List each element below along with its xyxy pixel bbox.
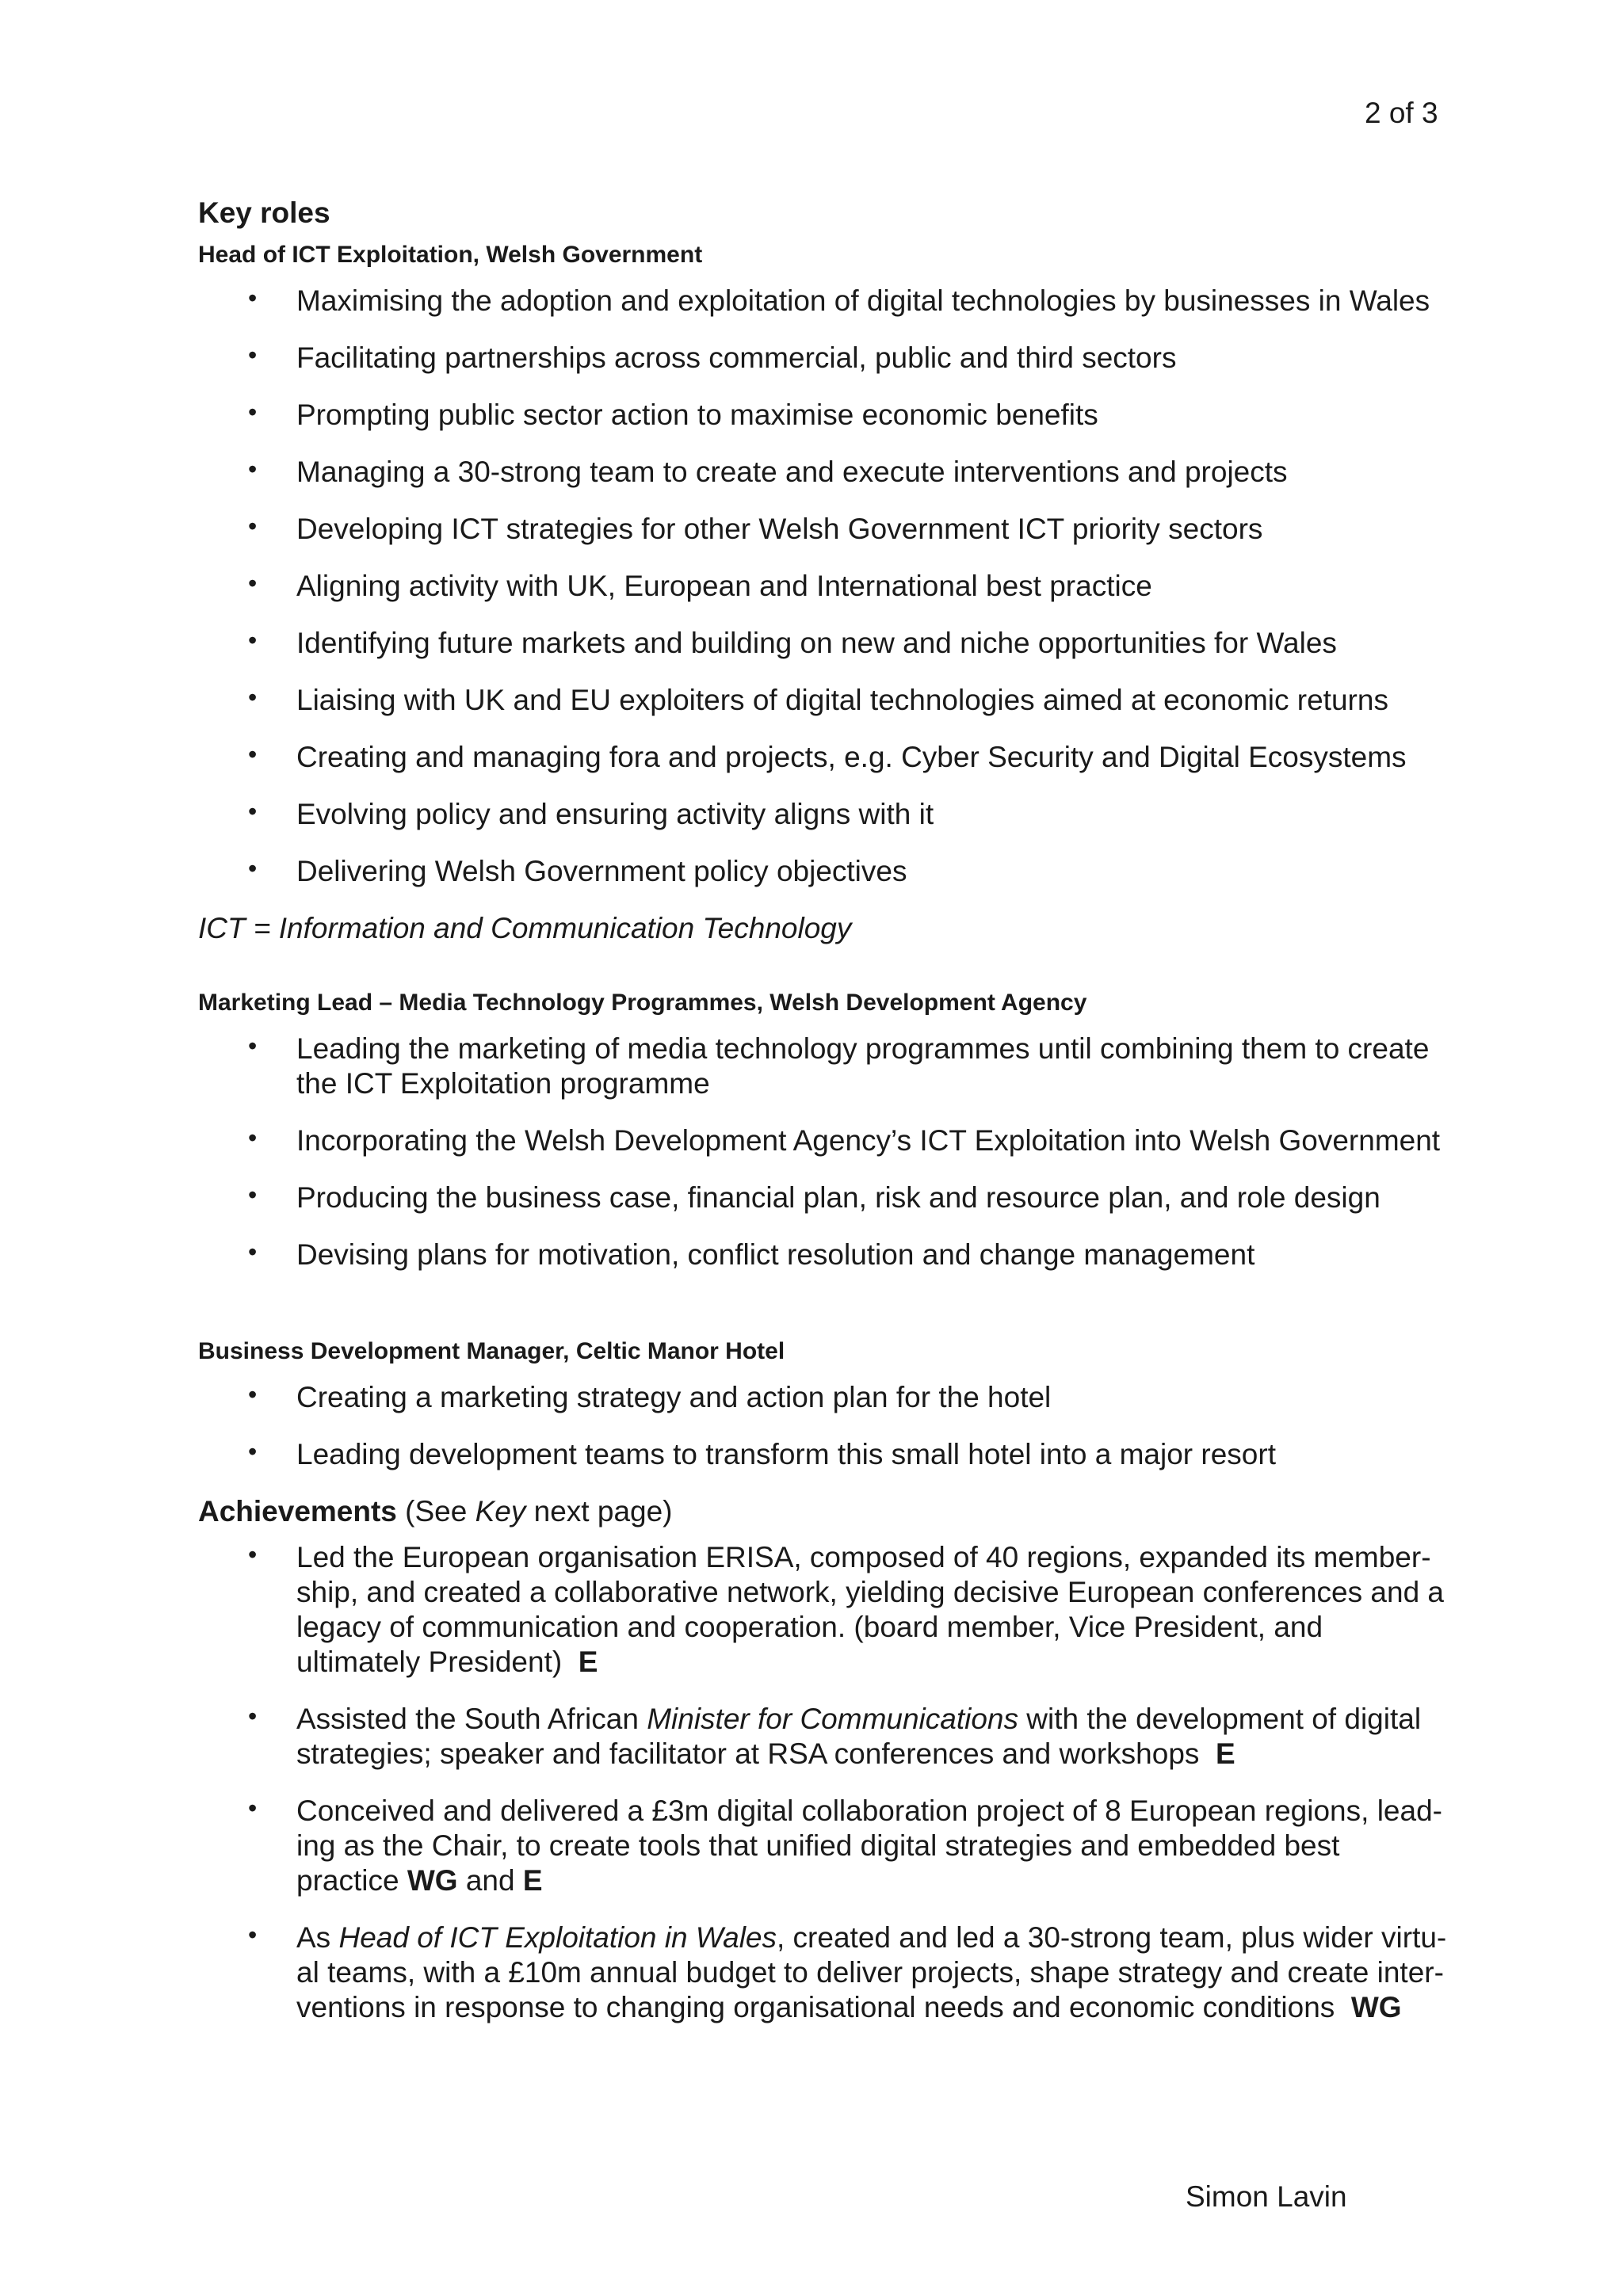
bullet-icon: • xyxy=(248,1794,258,1822)
list-item: • Assisted the South African Minister for Communications with the development of digital strategies; speaker and facilitator at RSA conferences and workshops E xyxy=(198,1702,1450,1772)
list-item: • As Head of ICT Exploitation in Wales, created and led a 30-strong team, plus wider virtu-al teams, with a £10m annual budget to deliver projects, shape strategy and create inter-ventions in response to changing organisational needs and economic conditions WG xyxy=(198,1920,1450,2025)
role-title: Marketing Lead – Media Technology Programmes, Welsh Development Agency xyxy=(198,990,1087,1016)
list-item: • Maximising the adoption and exploitation of digital technologies by businesses in Wales xyxy=(198,284,1450,318)
footer-author-name: Simon Lavin xyxy=(1186,2180,1347,2213)
bullet-icon: • xyxy=(248,740,258,769)
list-item: • Creating and managing fora and projects, e.g. Cyber Security and Digital Ecosystems xyxy=(198,740,1450,775)
list-item: • Evolving policy and ensuring activity aligns with it xyxy=(198,797,1450,832)
bullet-icon: • xyxy=(248,1180,258,1209)
source-key-tag: WG xyxy=(1350,1991,1402,2023)
bullet-icon: • xyxy=(248,1540,258,1569)
list-item: • Liaising with UK and EU exploiters of digital technologies aimed at economic returns xyxy=(198,683,1450,718)
list-item: • Delivering Welsh Government policy objectives xyxy=(198,854,1450,889)
list-item: • Prompting public sector action to maximise economic benefits xyxy=(198,398,1450,433)
role-title: Head of ICT Exploitation, Welsh Government xyxy=(198,242,703,268)
key-roles-heading: Key roles xyxy=(198,196,330,229)
bullet-icon: • xyxy=(248,1123,258,1152)
bullet-icon: • xyxy=(248,1238,258,1266)
list-item: • Conceived and delivered a £3m digital collaboration project of 8 European regions, lead-ing as the Chair, to create tools that unified digital strategies and embedded best practice WG and E xyxy=(198,1794,1450,1898)
bullet-icon: • xyxy=(248,854,258,883)
achievements-heading: Achievements (See Key next page) xyxy=(198,1495,673,1527)
list-item: • Incorporating the Welsh Development Agency’s ICT Exploitation into Welsh Government xyxy=(198,1123,1450,1158)
bullet-icon: • xyxy=(248,455,258,483)
bullet-icon: • xyxy=(248,1032,258,1060)
list-item: • Managing a 30-strong team to create and execute interventions and projects xyxy=(198,455,1450,490)
document-body xyxy=(198,190,1450,2025)
bullet-icon: • xyxy=(248,626,258,654)
bullet-icon: • xyxy=(248,797,258,826)
bullet-icon: • xyxy=(248,1920,258,1949)
list-item: • Aligning activity with UK, European and International best practice xyxy=(198,569,1450,604)
role-title: Business Development Manager, Celtic Manor Hotel xyxy=(198,1338,785,1364)
ict-abbreviation-note: ICT = Information and Communication Technology xyxy=(198,912,852,944)
bullet-icon: • xyxy=(248,284,258,312)
achievements-list xyxy=(198,1540,1450,2025)
source-key-tag: WG xyxy=(407,1864,458,1897)
bullet-icon: • xyxy=(248,398,258,426)
list-item: • Identifying future markets and building on new and niche opportunities for Wales xyxy=(198,626,1450,661)
list-item: • Developing ICT strategies for other Welsh Government ICT priority sectors xyxy=(198,512,1450,547)
role-duties-list xyxy=(198,284,1450,889)
bullet-icon: • xyxy=(248,1437,258,1466)
bullet-icon: • xyxy=(248,1702,258,1730)
source-key-tag: E xyxy=(522,1864,543,1897)
page-number: 2 of 3 xyxy=(1365,97,1438,129)
list-item: • Devising plans for motivation, conflict resolution and change management xyxy=(198,1238,1450,1272)
source-key-tag: E xyxy=(578,1646,598,1678)
list-item: • Facilitating partnerships across commercial, public and third sectors xyxy=(198,341,1450,376)
bullet-icon: • xyxy=(248,1380,258,1409)
list-item: • Led the European organisation ERISA, composed of 40 regions, expanded its member-ship, and created a collaborative network, yielding decisive European conferences and a legacy of communication and cooperation. (board member, Vice President, and ultimately President) E xyxy=(198,1540,1450,1680)
role-duties-list xyxy=(198,1380,1450,1472)
bullet-icon: • xyxy=(248,341,258,369)
bullet-icon: • xyxy=(248,683,258,711)
list-item: • Creating a marketing strategy and action plan for the hotel xyxy=(198,1380,1450,1415)
list-item: • Leading development teams to transform this small hotel into a major resort xyxy=(198,1437,1450,1472)
bullet-icon: • xyxy=(248,569,258,597)
role-duties-list xyxy=(198,1032,1450,1272)
list-item: • Producing the business case, financial plan, risk and resource plan, and role design xyxy=(198,1180,1450,1215)
source-key-tag: E xyxy=(1215,1737,1235,1770)
bullet-icon: • xyxy=(248,512,258,540)
list-item: • Leading the marketing of media technology programmes until combining them to create the ICT Exploitation programme xyxy=(198,1032,1450,1101)
